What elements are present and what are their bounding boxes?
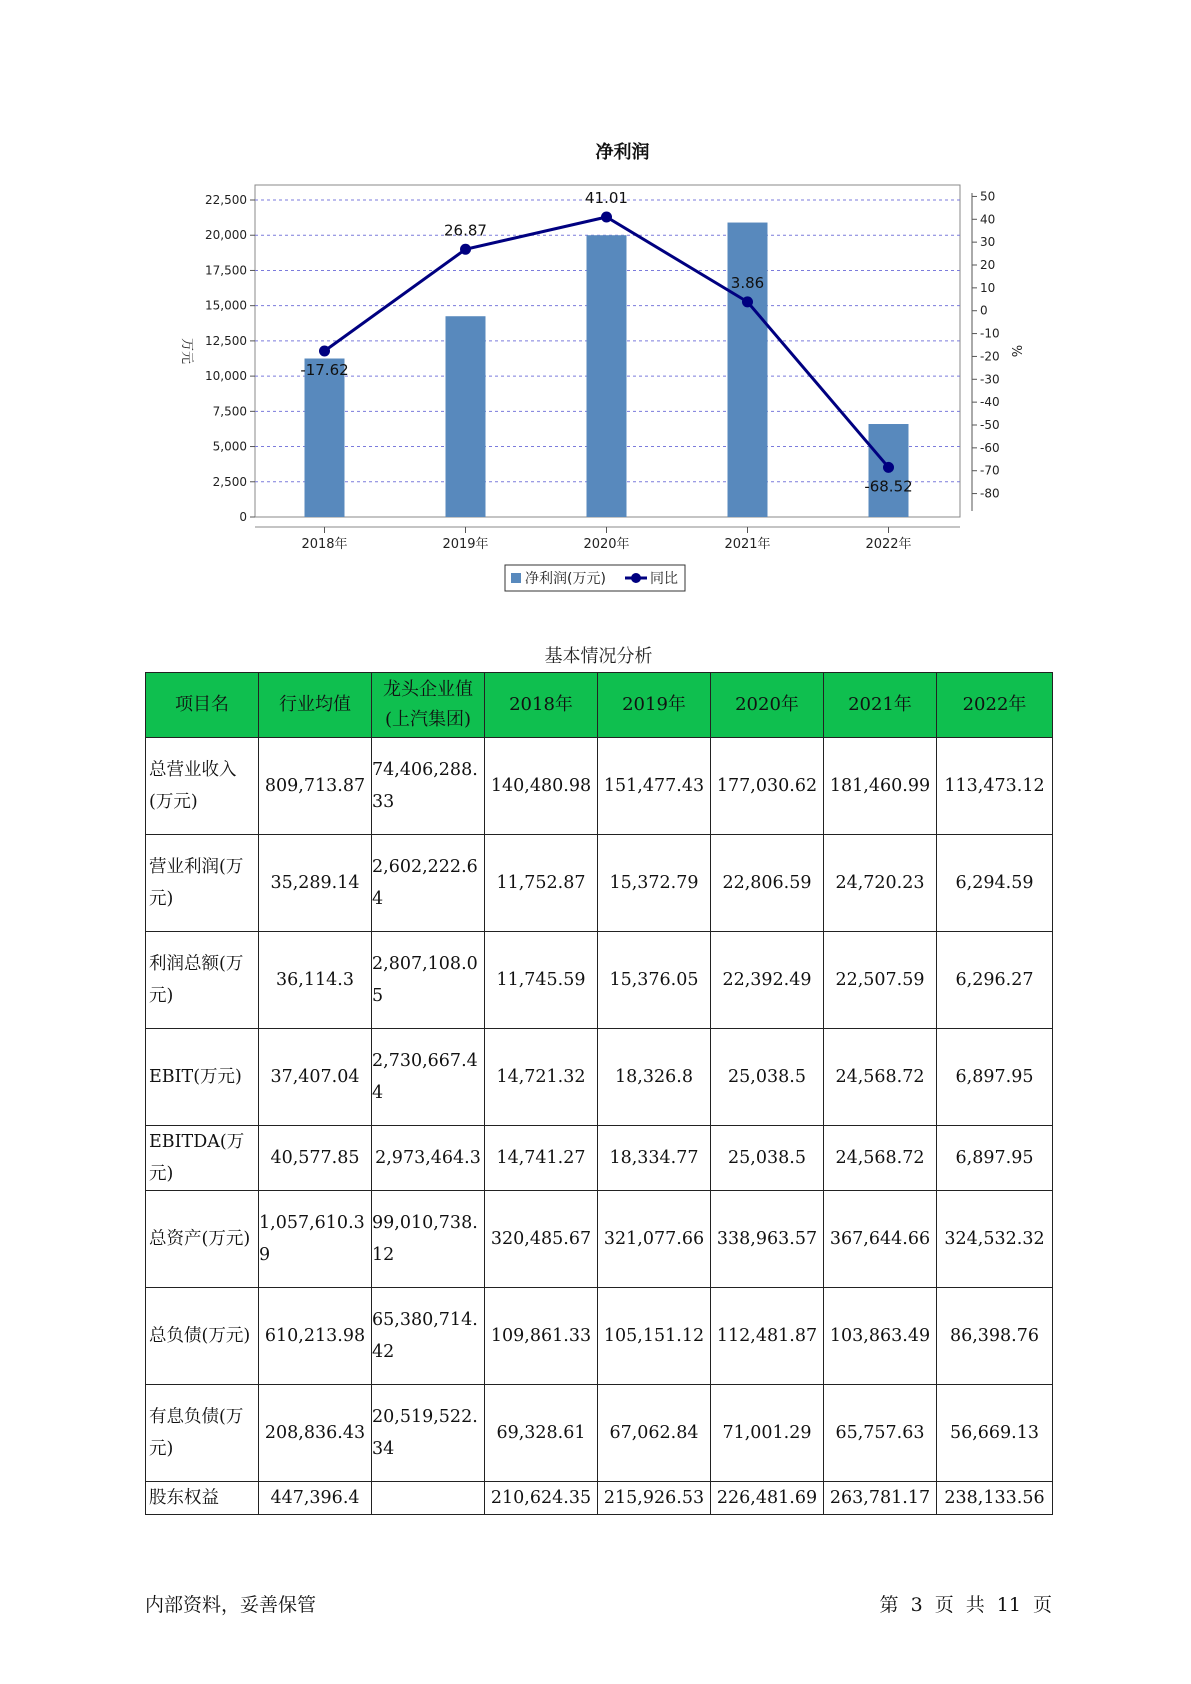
table-cell: 20,519,522.34 [372,1385,485,1482]
table-row [146,738,1053,835]
y-tick-label: 22,500 [205,193,247,207]
table-cell: 14,741.27 [485,1126,598,1191]
y2-tick-label: -20 [980,349,1000,364]
table-cell: 15,372.79 [598,835,711,932]
table-cell: 65,380,714.42 [372,1288,485,1385]
table-cell: 226,481.69 [711,1482,824,1515]
table-cell: 22,507.59 [824,932,937,1029]
table-row [146,1126,1053,1191]
x-tick-label: 2019年 [442,537,489,552]
table-cell: 71,001.29 [711,1385,824,1482]
table-cell: 140,480.98 [485,738,598,835]
table-cell: 6,897.95 [937,1029,1053,1126]
line-point [883,462,894,473]
table-cell: 151,477.43 [598,738,711,835]
table-cell: 11,745.59 [485,932,598,1029]
y2-axis-label: % [1008,344,1023,358]
chart-title: 净利润 [595,142,650,163]
x-tick-label: 2022年 [865,537,912,552]
data-label: -68.52 [864,477,913,496]
table-cell: 6,897.95 [937,1126,1053,1191]
legend-line-marker [631,573,641,583]
row-label: 营业利润(万元) [146,835,259,932]
table-row [146,932,1053,1029]
table-cell: 14,721.32 [485,1029,598,1126]
table-row [146,1482,1053,1515]
table-cell: 321,077.66 [598,1191,711,1288]
table-cell: 18,326.8 [598,1029,711,1126]
table-cell: 25,038.5 [711,1029,824,1126]
table-cell: 22,392.49 [711,932,824,1029]
table-cell: 40,577.85 [259,1126,372,1191]
y2-tick-label: -70 [980,463,1000,478]
row-label: 股东权益 [146,1482,259,1515]
table-cell: 105,151.12 [598,1288,711,1385]
table-cell: 263,781.17 [824,1482,937,1515]
data-label: 26.87 [444,221,487,240]
y2-tick-label: 20 [980,258,996,272]
row-label: EBITDA(万元) [146,1126,259,1191]
table-cell: 320,485.67 [485,1191,598,1288]
table-cell: 11,752.87 [485,835,598,932]
table-cell: 25,038.5 [711,1126,824,1191]
chart-canvas [170,135,1030,595]
table-cell: 324,532.32 [937,1191,1053,1288]
table-cell: 181,460.99 [824,738,937,835]
table-cell: 177,030.62 [711,738,824,835]
table-cell: 56,669.13 [937,1385,1053,1482]
y-tick-label: 0 [239,510,247,524]
y2-tick-label: -40 [980,395,1000,410]
row-label: 总营业收入(万元) [146,738,259,835]
row-label: 总负债(万元) [146,1288,259,1385]
header-cell: 项目名 [146,673,259,738]
x-tick-label: 2018年 [301,537,348,552]
line-point [601,211,612,222]
table-cell: 74,406,288.33 [372,738,485,835]
y2-tick-label: -60 [980,440,1000,455]
table-cell: 208,836.43 [259,1385,372,1482]
row-label: EBIT(万元) [146,1029,259,1126]
basic-analysis-table [145,672,1053,1515]
table-cell: 238,133.56 [937,1482,1053,1515]
bar [728,223,768,517]
table-cell: 2,973,464.3 [372,1126,485,1191]
table-cell: 35,289.14 [259,835,372,932]
table-row [146,1288,1053,1385]
y2-tick-label: 40 [980,212,996,227]
y2-tick-label: -10 [980,326,1000,341]
table-cell: 2,730,667.44 [372,1029,485,1126]
table-cell: 210,624.35 [485,1482,598,1515]
row-label: 利润总额(万元) [146,932,259,1029]
y2-tick-label: 0 [980,303,988,318]
y2-tick-label: 30 [980,235,996,250]
table-cell: 2,807,108.05 [372,932,485,1029]
table-cell [372,1482,485,1515]
bar [446,316,486,517]
table-cell: 86,398.76 [937,1288,1053,1385]
footer-confidential-note: 内部资料，妥善保管 [145,1594,317,1616]
y-tick-label: 5,000 [212,439,247,454]
header-cell: 2021年 [824,673,937,738]
table-cell: 447,396.4 [259,1482,372,1515]
table-cell: 1,057,610.39 [259,1191,372,1288]
table-row [146,1029,1053,1126]
y-tick-label: 2,500 [212,474,247,489]
table-title: 基本情况分析 [544,646,653,667]
table-cell: 37,407.04 [259,1029,372,1126]
table-cell: 22,806.59 [711,835,824,932]
x-tick-label: 2020年 [583,537,630,552]
table-cell: 215,926.53 [598,1482,711,1515]
y2-tick-label: 50 [980,189,996,204]
y-tick-label: 20,000 [205,228,247,243]
legend-bar-swatch [511,573,521,583]
y2-tick-label: -50 [980,418,1000,432]
y-tick-label: 15,000 [205,298,247,313]
line-point [460,244,471,255]
table-cell: 809,713.87 [259,738,372,835]
y-axis-label: 万元 [179,337,194,365]
y-tick-label: 12,500 [205,333,247,348]
row-label: 总资产(万元) [146,1191,259,1288]
line-point [742,296,753,307]
y2-tick-label: -30 [980,372,1000,387]
y-tick-label: 10,000 [205,369,247,384]
table-cell: 24,720.23 [824,835,937,932]
table-cell: 6,294.59 [937,835,1053,932]
y-tick-label: 17,500 [205,263,247,278]
table-row [146,1191,1053,1288]
table-cell: 15,376.05 [598,932,711,1029]
y2-tick-label: -80 [980,486,1000,501]
table-cell: 24,568.72 [824,1126,937,1191]
x-tick-label: 2021年 [724,537,771,552]
row-label: 有息负债(万元) [146,1385,259,1482]
header-cell: 2022年 [937,673,1053,738]
table-header-row [146,673,1053,738]
table-cell: 67,062.84 [598,1385,711,1482]
header-cell: 龙头企业值(上汽集团) [372,673,485,738]
table-cell: 103,863.49 [824,1288,937,1385]
net-profit-chart [170,135,1030,595]
header-cell: 2019年 [598,673,711,738]
data-label: 41.01 [585,188,628,207]
y2-tick-label: 10 [980,280,996,295]
y-tick-label: 7,500 [212,404,247,419]
table-cell: 99,010,738.12 [372,1191,485,1288]
table-cell: 36,114.3 [259,932,372,1029]
table-cell: 69,328.61 [485,1385,598,1482]
table-cell: 112,481.87 [711,1288,824,1385]
table-cell: 18,334.77 [598,1126,711,1191]
data-label: -17.62 [300,360,349,379]
table-cell: 338,963.57 [711,1191,824,1288]
bar [305,359,345,518]
table-cell: 367,644.66 [824,1191,937,1288]
table-cell: 6,296.27 [937,932,1053,1029]
table-cell: 610,213.98 [259,1288,372,1385]
header-cell: 2018年 [485,673,598,738]
table-cell: 65,757.63 [824,1385,937,1482]
table-cell: 109,861.33 [485,1288,598,1385]
footer-page-number: 第 3 页 共 11 页 [879,1594,1052,1616]
table-cell: 113,473.12 [937,738,1053,835]
legend-bar-label: 净利润(万元) [525,571,606,587]
bar [587,235,627,517]
table-row [146,1385,1053,1482]
header-cell: 2020年 [711,673,824,738]
line-point [319,345,330,356]
header-cell: 行业均值 [259,673,372,738]
data-label: 3.86 [730,273,765,292]
table-cell: 2,602,222.64 [372,835,485,932]
table-row [146,835,1053,932]
table-cell: 24,568.72 [824,1029,937,1126]
legend-line-label: 同比 [650,571,678,587]
